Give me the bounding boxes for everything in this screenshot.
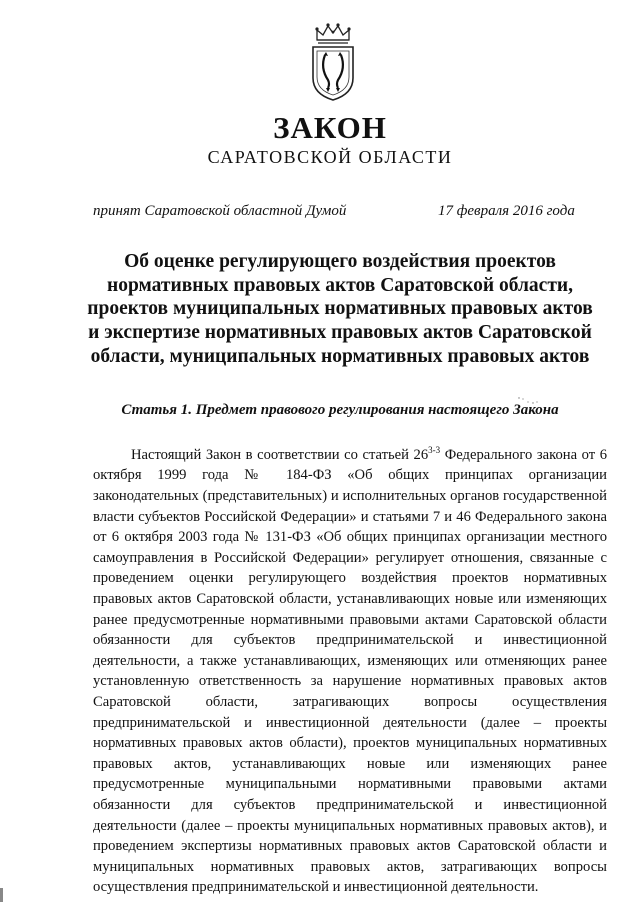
article-1-text-rest: Федерального закона от 6 октября 1999 года № 184-ФЗ «Об общих принципах организации законодательных (представительных) и исполнительных органов государственной власти субъектов Российской Федерации» и статьями 7 и 46 Федерального закона от 6 октября 2003 года № 131-ФЗ «Об общих принципах организации местного самоуправления в Российской Федерации» регулирует отношения, связанные с проведением оценки регулирующего воздействия проектов нормативных правовых актов Саратовской области, устанавливающих новые или изменяющих ранее предусмотренные нормативными правовыми актами Саратовской области обязанности для субъектов предпринимательской и инвестиционной деятельности, а также устанавливающих, изменяющих или отменяющих ранее установленную ответственность за нарушение нормативных правовых актов Саратовской области, затрагивающих вопросы осуществления предпринимательской и инвестиционной деятельности (далее – проекты нормативных правовых актов области), проектов муниципальных нормативных правовых актов, устанавливающих новые или изменяющих ранее предусмотренные муниципальными нормативными правовыми актами обязанности для субъектов предпринимательской и инвестиционной деятельности (далее – проекты муниципальных нормативных правовых актов), и проведением экспертизы нормативных правовых актов Саратовской области и муниципальных нормативных правовых актов, затрагивающих вопросы осуществления предпринимательской и инвестиционной деятельности. [93, 446, 608, 896]
adopted-by-text: принят Саратовской областной Думой [93, 203, 347, 219]
scan-edge-mark [0, 888, 8, 902]
article-1-paragraph [93, 440, 607, 898]
article-number-superscript: 3-3 [428, 445, 441, 455]
saratov-coat-of-arms-icon [307, 22, 359, 102]
adoption-date: 17 февраля 2016 года [438, 203, 575, 219]
document-subtitle: САРАТОВСКОЙ ОБЛАСТИ [207, 147, 453, 167]
law-title: Об оценке регулирующего воздействия проектов нормативных правовых актов Саратовской области, проектов муниципальных нормативных правовых актов и экспертизе нормативных правовых актов Саратовской области, муниципальных нормативных правовых актов [87, 251, 593, 367]
article-1-heading: Статья 1. Предмет правового регулирования настоящего Закона [121, 402, 559, 418]
article-1-text-start: Настоящий Закон в соответствии со статьей 26 [131, 446, 429, 463]
document-title: ЗАКОН [273, 110, 387, 145]
